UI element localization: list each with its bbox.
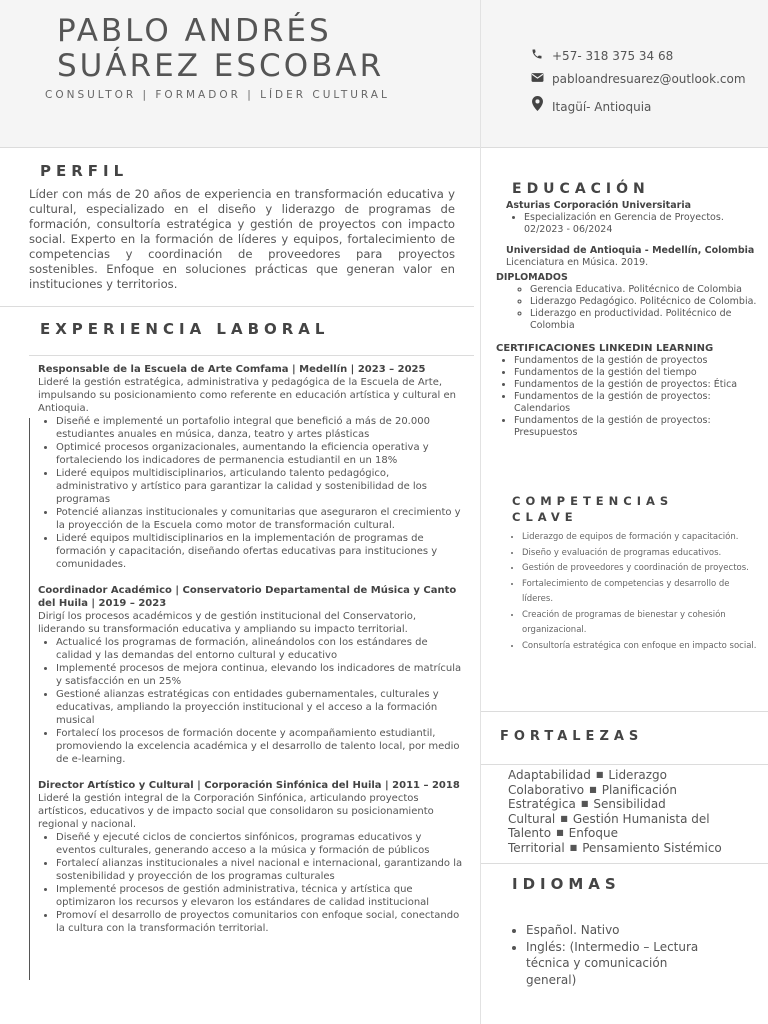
competencia-item: • Diseño y evaluación de programas educativos. <box>522 546 760 562</box>
separator-square-icon: ■ <box>560 813 568 823</box>
fortaleza-item: Enfoque Territorial <box>508 826 618 855</box>
institution-2-detail: Licenciatura en Música. 2019. <box>506 257 649 268</box>
separator-square-icon: ■ <box>569 842 578 852</box>
competencias-title-line1: COMPETENCIAS <box>512 494 674 508</box>
educacion-title: EDUCACIÓN <box>512 181 650 197</box>
job-bullets <box>38 415 464 571</box>
experiencia-divider <box>29 355 474 356</box>
phone-icon <box>530 48 544 63</box>
job-summary: Lideré la gestión integral de la Corporación Sinfónica, articulando proyectos artísticos, educativos y de impacto social que consolidaron su posicionamiento regional y nacional. <box>38 793 434 830</box>
job-bullet: • Lideré equipos multidisciplinarios en la implementación de programas de formación y capacitación, diseñando ofertas educativas para instituciones y comunidades. <box>56 532 464 571</box>
fortaleza-item: Pensamiento Sistémico <box>582 840 722 855</box>
competencias-list <box>508 530 760 654</box>
idioma-item: • Inglés: (Intermedio – Lectura técnica y comunicación general) <box>526 939 708 989</box>
job-title: Responsable de la Escuela de Arte Comfama | Medellín | 2023 – 2025 <box>38 364 426 375</box>
fortaleza-item: Sensibilidad Cultural <box>508 797 666 826</box>
fortaleza-item: Gestión Humanista del Talento <box>508 811 710 840</box>
envelope-icon <box>530 72 544 86</box>
competencia-item: • Consultoría estratégica con enfoque en impacto social. <box>522 639 760 655</box>
job-title: Coordinador Académico | Conservatorio Departamental de Música y Canto del Huila | 2019 – 2023 <box>38 585 457 609</box>
job-bullet: • Actualicé los programas de formación, alineándolos con los estándares de calidad y las demandas del entorno cultural y educativo <box>56 636 464 662</box>
job-title: Director Artístico y Cultural | Corporación Sinfónica del Huila | 2011 – 2018 <box>38 780 460 791</box>
idiomas-block <box>508 922 708 988</box>
certificaciones-title: CERTIFICACIONES LINKEDIN LEARNING <box>496 343 714 354</box>
competencias-block <box>508 530 760 654</box>
map-pin-icon <box>530 96 544 114</box>
job-bullets <box>38 636 464 766</box>
institution-1: Asturias Corporación Universitaria <box>506 200 691 211</box>
idiomas-title: IDIOMAS <box>512 875 621 893</box>
cert-item: • Fundamentos de la gestión de proyectos <box>514 355 758 367</box>
educacion-block <box>496 200 758 439</box>
diplomado-item: ◦ Liderazgo Pedagógico. Politécnico de Colombia. <box>530 296 758 308</box>
job-bullet: • Lideré equipos multidisciplinarios, articulando talento pedagógico, administrativo y artístico para garantizar la calidad y sostenibilidad de los programas <box>56 467 464 506</box>
education-item: • Especialización en Gerencia de Proyectos. 02/2023 - 06/2024 <box>524 212 758 236</box>
phone-text: +57- 318 375 34 68 <box>552 49 674 63</box>
fortaleza-item: Planificación Estratégica <box>508 782 677 811</box>
job-bullet: • Promoví el desarrollo de proyectos comunitarios con enfoque social, conectando la cultura con la transformación territorial. <box>56 909 464 935</box>
competencia-item: • Liderazgo de equipos de formación y capacitación. <box>522 530 760 546</box>
header-divider-right <box>481 147 768 148</box>
fortalezas-divider <box>481 764 768 765</box>
contact-email[interactable] <box>530 72 746 86</box>
cert-item: • Fundamentos de la gestión del tiempo <box>514 367 758 379</box>
competencia-item: • Gestión de proveedores y coordinación de proyectos. <box>522 561 760 577</box>
certificaciones-list <box>496 355 758 439</box>
competencia-item: • Fortalecimiento de competencias y desarrollo de líderes. <box>522 577 760 608</box>
job-bullet: • Optimicé procesos organizacionales, aumentando la eficiencia operativa y fortaleciendo los indicadores de permanencia estudiantil en un 18% <box>56 441 464 467</box>
idioma-item: • Español. Nativo <box>526 922 708 939</box>
diplomado-item: ◦ Gerencia Educativa. Politécnico de Colombia <box>530 284 758 296</box>
institution-2: Universidad de Antioquia - Medellín, Colombia <box>506 245 755 256</box>
separator-square-icon: ■ <box>580 799 589 808</box>
fortalezas-list <box>508 768 728 855</box>
header-divider-left <box>0 147 480 148</box>
experiencia-title: EXPERIENCIA LABORAL <box>40 320 330 338</box>
idiomas-divider <box>481 863 768 864</box>
job-summary: Dirigí los procesos académicos y de gestión institucional del Conservatorio, liderando su transformación educativa y ampliando su impacto territorial. <box>38 611 417 635</box>
name-line-1: PABLO ANDRÉS <box>57 13 332 49</box>
competencia-item: • Creación de programas de bienestar y cohesión organizacional. <box>522 608 760 639</box>
separator-square-icon: ■ <box>589 784 597 794</box>
competencias-title-line2: CLAVE <box>512 510 578 524</box>
email-text[interactable]: pabloandresuarez@outlook.com <box>552 72 746 86</box>
fortalezas-title: FORTALEZAS <box>500 729 644 744</box>
cert-item: • Fundamentos de la gestión de proyectos: Presupuestos <box>514 415 758 439</box>
diplomados-title: DIPLOMADOS <box>496 272 568 283</box>
job-bullet: • Diseñé y ejecuté ciclos de conciertos sinfónicos, programas educativos y eventos culturales, generando acceso a la música y formación de públicos <box>56 831 464 857</box>
name-line-2: SUÁREZ ESCOBAR <box>57 48 385 84</box>
separator-square-icon: ■ <box>556 828 564 837</box>
idiomas-list <box>508 922 708 988</box>
job-bullet: • Fortalecí los procesos de formación docente y acompañamiento estudiantil, promoviendo la excelencia académica y el desarrollo de talento local, por medio de e-learning. <box>56 727 464 766</box>
competencias-title <box>512 493 673 525</box>
contact-location <box>530 96 651 114</box>
job-summary: Lideré la gestión estratégica, administrativa y pedagógica de la Escuela de Arte, impulsando su posicionamiento como referente en educación artística y cultural en Antioquia. <box>38 377 456 414</box>
fortaleza-item: Adaptabilidad <box>508 768 591 782</box>
fortaleza-item: Liderazgo Colaborativo <box>508 768 667 797</box>
cert-item: • Fundamentos de la gestión de proyectos: Ética <box>514 379 758 391</box>
job-bullet: • Diseñé e implementé un portafolio integral que benefició a más de 20.000 estudiantes anuales en música, danza, teatro y artes plásticas <box>56 415 464 441</box>
location-text: Itagüí- Antioquia <box>552 100 652 114</box>
perfil-text: Líder con más de 20 años de experiencia en transformación educativa y cultural, especializado en el diseño y liderazgo de programas de formación, consultoría estratégica y gestión de proyectos con impacto social. Experto en la formación de líderes y equipos, fortalecimiento de competencias y coordinación de proveedores para proyectos sostenibles. Enfoque en soluciones prácticas que generan valor en instituciones y territorios. <box>29 187 455 291</box>
job-bullet: • Implementé procesos de gestión administrativa, técnica y artística que optimizaron los recursos y elevaron los estándares de calidad institucional <box>56 883 464 909</box>
job-bullet: • Fortalecí alianzas institucionales a nivel nacional e internacional, garantizando la sostenibilidad y proyección de los programas culturales <box>56 857 464 883</box>
experience-timeline-bar <box>29 418 30 980</box>
column-divider <box>480 0 481 1024</box>
competencias-divider <box>481 711 768 712</box>
job-bullets <box>38 831 464 935</box>
job-bullet: • Potencié alianzas institucionales y comunitarias que aseguraron el crecimiento y la proyección de la Escuela como motor de transformación cultural. <box>56 506 464 532</box>
job-entry-3 <box>38 779 464 935</box>
job-entry-1 <box>38 363 464 571</box>
contact-phone <box>530 48 673 63</box>
tagline: CONSULTOR | FORMADOR | LÍDER CULTURAL <box>45 89 390 101</box>
cert-item: • Fundamentos de la gestión de proyectos: Calendarios <box>514 391 758 415</box>
institution-1-list <box>496 212 758 236</box>
diplomado-item: ◦ Liderazgo en productividad. Politécnico de Colombia <box>530 308 758 332</box>
perfil-title: PERFIL <box>40 162 129 180</box>
job-entry-2 <box>38 584 464 766</box>
diplomados-list <box>496 284 758 332</box>
separator-square-icon: ■ <box>595 770 604 779</box>
perfil-divider <box>0 306 474 307</box>
job-bullet: • Gestioné alianzas estratégicas con entidades gubernamentales, culturales y educativas, ampliando la proyección institucional y el acceso a la formación musical <box>56 688 464 727</box>
candidate-name <box>57 14 384 84</box>
job-bullet: • Implementé procesos de mejora continua, elevando los indicadores de matrícula y satisfacción en un 25% <box>56 662 464 688</box>
